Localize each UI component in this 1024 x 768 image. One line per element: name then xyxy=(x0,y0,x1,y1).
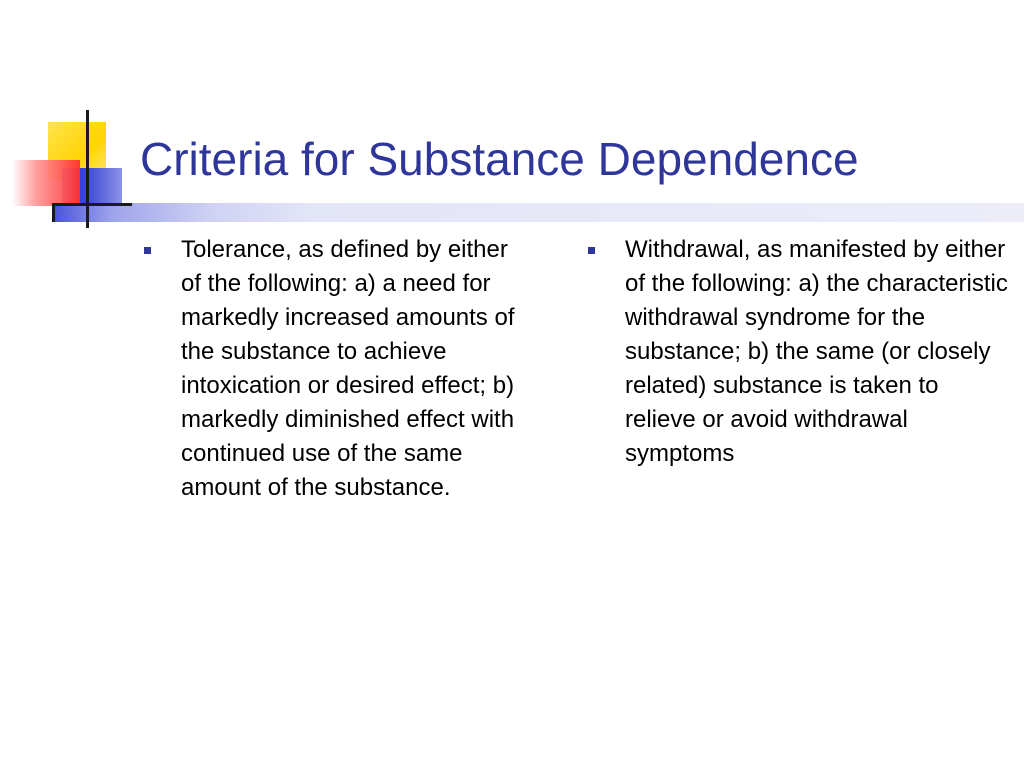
left-bullet-list xyxy=(144,233,524,505)
decorative-red-square xyxy=(12,160,80,206)
right-bullet-list xyxy=(588,233,1008,471)
square-bullet-icon xyxy=(144,247,151,254)
bullet-text-withdrawal: Withdrawal, as manifested by either of the following: a) the characteristic withdrawal syndrome for the substance; b) the same (or closely related) substance is taken to relieve or avoid withdrawal symptoms xyxy=(625,236,1008,467)
square-bullet-icon xyxy=(588,247,595,254)
title-underline-bar xyxy=(52,203,1024,222)
list-item xyxy=(144,233,524,505)
decorative-vertical-line xyxy=(86,110,89,228)
bullet-text-tolerance: Tolerance, as defined by either of the following: a) a need for markedly increased amounts of the substance to achieve intoxication or desired effect; b) markedly diminished effect with continued use of the same amount of the substance. xyxy=(181,236,515,501)
slide-title: Criteria for Substance Dependence xyxy=(140,133,859,185)
list-item xyxy=(588,233,1008,471)
decorative-horizontal-line xyxy=(52,203,132,206)
